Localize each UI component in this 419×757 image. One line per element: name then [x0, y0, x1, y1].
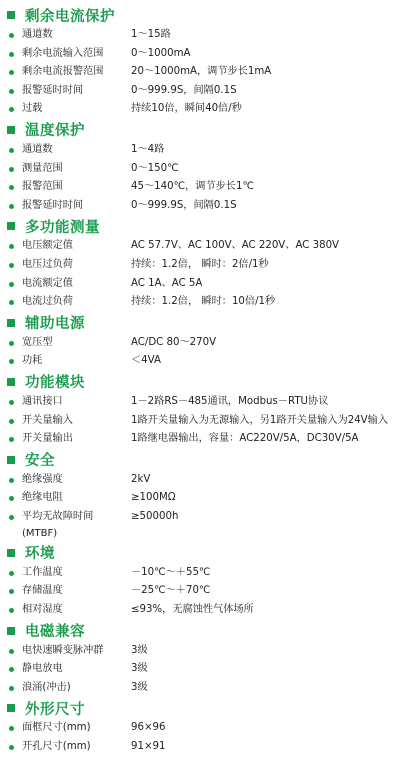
spec-value: 0～1000mA: [131, 47, 191, 59]
section-header: [0, 697, 419, 719]
spec-value: 持续：1.2倍， 瞬时：10倍/1秒: [131, 296, 276, 308]
bullet-icon: [9, 341, 14, 346]
spec-row: [0, 508, 419, 542]
spec-row: [0, 679, 419, 698]
spec-row: [0, 100, 419, 119]
bullet-icon: [9, 263, 14, 268]
spec-value: 96×96: [131, 722, 166, 734]
section-square-icon: [7, 704, 15, 712]
spec-value: －25℃～＋70℃: [131, 585, 211, 597]
spec-value: 持续10倍，瞬间40倍/秒: [131, 103, 242, 115]
spec-row: [0, 293, 419, 312]
section-title: 剩余电流保护: [25, 8, 115, 25]
bullet-icon: [9, 589, 14, 594]
bullet-icon: [9, 107, 14, 112]
spec-label: 相对湿度: [22, 604, 63, 616]
spec-label: 宽压型: [22, 336, 53, 348]
spec-value: 3级: [131, 644, 148, 656]
bullet-icon: [9, 419, 14, 424]
spec-row: [0, 719, 419, 738]
spec-label: 开关量输入: [22, 414, 73, 426]
spec-value: 1路开关量输入为无源输入，另1路开关量输入为24V输入: [131, 414, 389, 426]
section-square-icon: [7, 319, 15, 327]
spec-label: 开孔尺寸(mm): [22, 741, 91, 753]
spec-value: AC/DC 80～270V: [131, 336, 217, 348]
bullet-icon: [9, 686, 14, 691]
bullet-icon: [9, 185, 14, 190]
spec-row: [0, 642, 419, 661]
spec-row: [0, 660, 419, 679]
bullet-icon: [9, 667, 14, 672]
spec-row: [0, 45, 419, 64]
bullet-icon: [9, 359, 14, 364]
bullet-icon: [9, 300, 14, 305]
bullet-icon: [9, 148, 14, 153]
bullet-icon: [9, 726, 14, 731]
spec-label: 测量范围: [22, 162, 63, 174]
bullet-icon: [9, 608, 14, 613]
spec-section: [0, 119, 419, 215]
section-title: 多功能测量: [25, 219, 100, 236]
spec-section: [0, 620, 419, 698]
spec-row: [0, 197, 419, 216]
section-header: [0, 215, 419, 237]
spec-label: 电流过负荷: [22, 296, 73, 308]
spec-value: 持续：1.2倍， 瞬时：2倍/1秒: [131, 258, 269, 270]
spec-label: 功耗: [22, 355, 43, 367]
section-square-icon: [7, 11, 15, 19]
bullet-icon: [9, 33, 14, 38]
spec-value: 0～999.9S，间隔0.1S: [131, 199, 237, 211]
spec-row: [0, 178, 419, 197]
spec-section: [0, 449, 419, 542]
spec-row: [0, 430, 419, 449]
spec-value: 0～150℃: [131, 162, 179, 174]
spec-label: 过载: [22, 103, 43, 115]
bullet-icon: [9, 478, 14, 483]
section-title: 功能模块: [25, 375, 85, 392]
spec-label: 通道数: [22, 143, 53, 155]
bullet-icon: [9, 571, 14, 576]
spec-row: [0, 63, 419, 82]
spec-row: [0, 352, 419, 371]
spec-row: [0, 141, 419, 160]
spec-value: ＜4VA: [131, 355, 161, 367]
section-title: 辅助电源: [25, 316, 85, 333]
spec-row: [0, 738, 419, 757]
spec-value: ≤93%，无腐蚀性气体场所: [131, 604, 254, 616]
spec-label: 通讯接口: [22, 395, 63, 407]
section-square-icon: [7, 627, 15, 635]
spec-value: ≥50000h: [131, 510, 179, 522]
spec-value: 1路继电器输出，容量：AC220V/5A，DC30V/5A: [131, 433, 359, 445]
bullet-icon: [9, 437, 14, 442]
spec-value: 1－2路RS－485通讯，Modbus－RTU协议: [131, 395, 329, 407]
spec-section: [0, 215, 419, 311]
spec-value: 0～999.9S，间隔0.1S: [131, 84, 237, 96]
spec-section: [0, 4, 419, 119]
section-header: [0, 620, 419, 642]
spec-value: 1～15路: [131, 29, 171, 40]
spec-row: [0, 256, 419, 275]
section-header: [0, 119, 419, 141]
section-title: 环境: [25, 546, 55, 563]
spec-section: [0, 312, 419, 371]
bullet-icon: [9, 496, 14, 501]
bullet-icon: [9, 244, 14, 249]
section-title: 安全: [25, 453, 55, 470]
spec-label: 剩余电流输入范围: [22, 47, 104, 59]
spec-label: 电压额定值: [22, 240, 73, 252]
spec-value: 45～140℃，调节步长1℃: [131, 181, 254, 193]
bullet-icon: [9, 282, 14, 287]
spec-label: 静电放电: [22, 663, 63, 675]
spec-row: [0, 601, 419, 620]
spec-row: [0, 275, 419, 294]
spec-row: [0, 160, 419, 179]
spec-value: 2kV: [131, 473, 151, 485]
section-header: [0, 449, 419, 471]
section-square-icon: [7, 549, 15, 557]
bullet-icon: [9, 89, 14, 94]
section-header: [0, 371, 419, 393]
spec-row: [0, 237, 419, 256]
bullet-icon: [9, 649, 14, 654]
bullet-icon: [9, 400, 14, 405]
spec-row: [0, 489, 419, 508]
bullet-icon: [9, 167, 14, 172]
spec-section: [0, 371, 419, 449]
spec-row: [0, 471, 419, 490]
spec-label: 开关量输出: [22, 433, 73, 445]
spec-section: [0, 697, 419, 756]
bullet-icon: [9, 745, 14, 750]
spec-label: 绝缘强度: [22, 473, 63, 485]
spec-value: －10℃～＋55℃: [131, 566, 211, 578]
bullet-icon: [9, 515, 14, 520]
spec-value: 3级: [131, 681, 148, 693]
spec-row: [0, 412, 419, 431]
spec-row: [0, 26, 419, 45]
spec-label: 电流额定值: [22, 277, 73, 289]
section-square-icon: [7, 222, 15, 230]
spec-value: 1～4路: [131, 143, 165, 155]
bullet-icon: [9, 204, 14, 209]
bullet-icon: [9, 52, 14, 57]
spec-label: 面框尺寸(mm): [22, 722, 91, 734]
section-square-icon: [7, 126, 15, 134]
spec-value: ≥100MΩ: [131, 492, 176, 504]
section-title: 电磁兼容: [25, 624, 85, 641]
spec-label: 平均无故障时间: [22, 510, 94, 522]
spec-label: 剩余电流报警范围: [22, 66, 104, 78]
spec-value: AC 57.7V、AC 100V、AC 220V、AC 380V: [131, 240, 340, 252]
section-title: 外形尺寸: [25, 701, 85, 718]
spec-value: 91×91: [131, 741, 166, 753]
spec-label: 电压过负荷: [22, 258, 73, 270]
spec-value: 3级: [131, 663, 148, 675]
spec-label-sub: (MTBF): [22, 527, 58, 539]
spec-label: 浪涌(冲击): [22, 681, 71, 693]
spec-row: [0, 564, 419, 583]
spec-row: [0, 334, 419, 353]
section-header: [0, 4, 419, 26]
spec-label: 通道数: [22, 29, 53, 40]
spec-row: [0, 582, 419, 601]
spec-label: 报警延时时间: [22, 84, 84, 96]
spec-label: 存储温度: [22, 585, 63, 597]
spec-label: 电快速瞬变脉冲群: [22, 644, 104, 656]
spec-label: 工作温度: [22, 566, 63, 578]
section-title: 温度保护: [25, 123, 85, 140]
spec-value: AC 1A、AC 5A: [131, 277, 203, 289]
bullet-icon: [9, 70, 14, 75]
spec-section: [0, 542, 419, 620]
spec-value: 20～1000mA，调节步长1mA: [131, 66, 272, 78]
spec-row: [0, 393, 419, 412]
section-header: [0, 312, 419, 334]
section-square-icon: [7, 456, 15, 464]
spec-label: 报警延时时间: [22, 199, 84, 211]
spec-label: 报警范围: [22, 181, 63, 193]
spec-label: 绝缘电阻: [22, 492, 63, 504]
spec-row: [0, 82, 419, 101]
section-square-icon: [7, 378, 15, 386]
section-header: [0, 542, 419, 564]
